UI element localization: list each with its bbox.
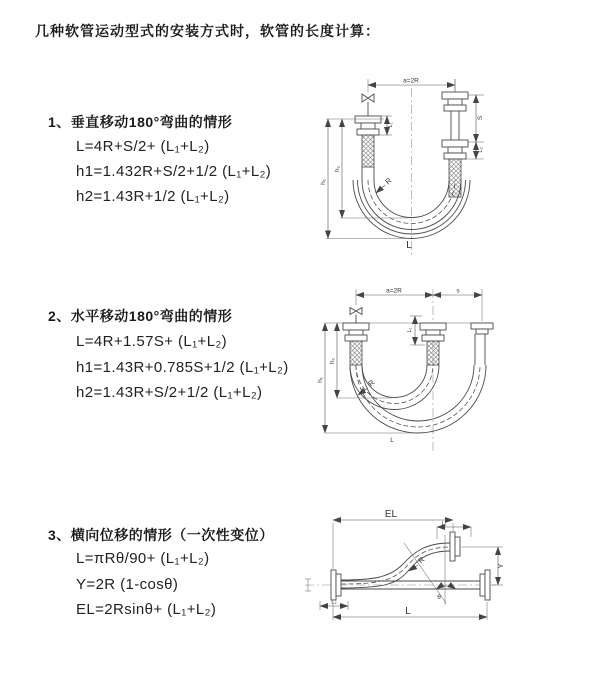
page-title: 几种软管运动型式的安装方式时，软管的长度计算：	[35, 23, 380, 39]
diagram-horizontal-180-bend	[312, 283, 598, 461]
section-1-formula-h1: h1=1.432R+S/2+1/2 (L₁+L₂)	[76, 163, 272, 180]
section-1-formula-h2: h2=1.43R+1/2 (L₁+L₂)	[76, 188, 230, 205]
valve-icon	[350, 308, 362, 324]
radius-leader	[376, 176, 394, 193]
dim-label-el: EL	[384, 509, 398, 520]
radius-label: R	[366, 377, 377, 389]
dim-label-a2r: a=2R	[403, 77, 419, 85]
right-pipe-fitting	[471, 323, 493, 365]
middle-pipe-fitting	[420, 323, 446, 365]
dim-label-s: S	[477, 115, 484, 121]
dim-label-s: s	[456, 287, 460, 295]
section-3-formula-el: EL=2Rsinθ+ (L₁+L₂)	[76, 601, 217, 618]
left-flange	[331, 570, 341, 600]
length-label: L	[405, 606, 411, 617]
dim-el	[333, 509, 453, 569]
section-2-formula-l: L=4R+1.57S+ (L₁+L₂)	[76, 333, 228, 350]
section-3-formula-l: L=πRθ/90+ (L₁+L₂)	[76, 550, 210, 567]
dim-label-h2: h₂	[334, 165, 341, 173]
dim-label-l2: L₂	[478, 147, 484, 153]
dim-label-h2: h₂	[329, 357, 336, 365]
dim-label-l1: L₁	[388, 122, 394, 128]
radius-label: R	[383, 175, 394, 187]
section-3-formula-y: Y=2R (1-cosθ)	[76, 576, 179, 593]
section-2-formula-h1: h1=1.43R+0.785S+1/2 (L₁+L₂)	[76, 359, 289, 376]
right-flange	[480, 570, 490, 600]
right-pipe-fitting	[442, 79, 468, 197]
dim-label-a2r: a=2R	[386, 287, 402, 295]
radius-label: R	[416, 554, 427, 566]
top-flange	[450, 532, 460, 561]
dim-label-l1: L₁	[407, 327, 413, 333]
dim-label-l2: L₂	[331, 599, 337, 606]
dim-s-l2	[466, 95, 484, 159]
left-pipe-fitting	[343, 323, 369, 365]
diagram-vertical-180-bend	[312, 72, 598, 264]
dim-label-h1: h₁	[317, 377, 324, 383]
length-label: L	[406, 240, 412, 251]
angle-label: θ	[437, 594, 441, 601]
dim-label-l1: L₁	[441, 521, 447, 527]
left-pipe-fitting	[355, 116, 381, 167]
hose-u-bends	[350, 365, 486, 433]
diagram-lateral-displacement	[300, 507, 598, 643]
section-1-formula-l: L=4R+S/2+ (L₁+L₂)	[76, 138, 210, 155]
dim-label-y: Y	[496, 563, 505, 569]
valve-icon	[362, 94, 374, 116]
dim-label-h1: h₁	[320, 179, 327, 185]
section-3-heading: 3、横向位移的情形（一次性变位）	[48, 527, 274, 543]
length-label: L	[390, 437, 394, 444]
section-2-formula-h2: h2=1.43R+S/2+1/2 (L₁+L₂)	[76, 384, 263, 401]
dim-l2	[320, 600, 348, 611]
section-1-heading: 1、垂直移动180°弯曲的情形	[48, 114, 233, 130]
section-2-heading: 2、水平移动180°弯曲的情形	[48, 308, 233, 324]
